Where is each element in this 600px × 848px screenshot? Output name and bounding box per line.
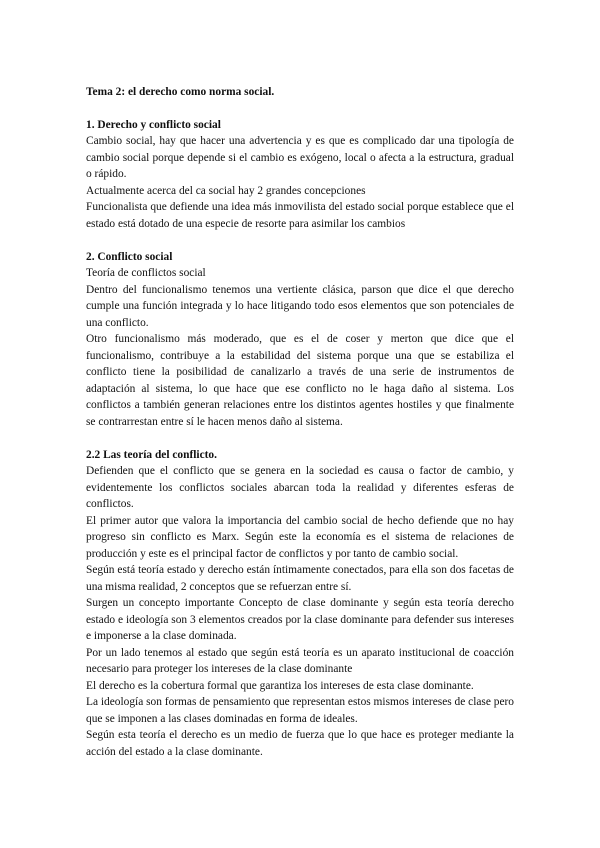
paragraph: Surgen un concepto importante Concepto de clase dominante y según esta teoría derecho estado e ideología son 3 elementos creados por la clase dominante para defender sus intereses e imponerse a la clase dominada. bbox=[86, 597, 514, 642]
paragraph: Defienden que el conflicto que se genera en la sociedad es causa o factor de cambio, y evidentemente los conflictos sociales abarcan toda la realidad y diferentes esferas de conflictos. bbox=[86, 465, 514, 510]
paragraph: Por un lado tenemos al estado que según está teoría es un aparato institucional de coacción necesario para proteger los intereses de la clase dominante bbox=[86, 646, 514, 675]
section-heading: 2. Conflicto social bbox=[86, 250, 173, 263]
section-heading: 1. Derecho y conflicto social bbox=[86, 118, 221, 131]
paragraph: Dentro del funcionalismo tenemos una vertiente clásica, parson que dice el que derecho cumple una función integrada y lo hace litigando todo esos elementos que son potenciales de una conflicto. bbox=[86, 283, 514, 329]
document-title: Tema 2: el derecho como norma social. bbox=[86, 86, 275, 98]
paragraph: Cambio social, hay que hacer una advertencia y es que es complicado dar una tipología de cambio social porque depende si el cambio es exógeno, local o afecta a la estructura, gradual o rápido. bbox=[86, 135, 514, 180]
paragraph: Teoría de conflictos social bbox=[86, 267, 206, 279]
paragraph: La ideología son formas de pensamiento que representan estos mismos intereses de clase pero que se imponen a las clases dominadas en forma de ideales. bbox=[86, 696, 514, 725]
section-teoria-del-conflicto bbox=[86, 447, 514, 761]
paragraph: Según está teoría estado y derecho están íntimamente conectados, para ella son dos facetas de una misma realidad, 2 conceptos que se refuerzan entre sí. bbox=[86, 564, 514, 593]
paragraph: Actualmente acerca del ca social hay 2 grandes concepciones bbox=[86, 184, 366, 197]
paragraph: El derecho es la cobertura formal que garantiza los intereses de esta clase dominante. bbox=[86, 679, 474, 692]
paragraph: El primer autor que valora la importancia del cambio social de hecho defiende que no hay progreso sin conflicto es Marx. Según este la economía es el sistema de relaciones de producción y este es el principal factor de conflictos y por tanto de cambio social. bbox=[86, 514, 514, 560]
section-conflicto-social bbox=[86, 249, 514, 431]
paragraph: Funcionalista que defiende una idea más inmovilista del estado social porque establece que el estado está dotado de una especie de resorte para asimilar los cambios bbox=[86, 201, 514, 230]
paragraph: Otro funcionalismo más moderado, que es el de coser y merton que dice que el funcionalismo, contribuye a la estabilidad del sistema porque una que se estabiliza el conflicto tiene la posibilidad de canalizarlo a través de una serie de instrumentos de adaptación al sistema, lo que hace que ese conflicto no le haga daño al sistema. Los conflictos a también generan relaciones entre los distintos agentes hostiles y que finalmente se contrarrestan entre sí le hacen menos daño al sistema. bbox=[86, 333, 514, 428]
section-heading: 2.2 Las teoría del conflicto. bbox=[86, 448, 217, 461]
section-derecho-conflicto-social bbox=[86, 117, 514, 233]
document-body bbox=[86, 84, 514, 777]
paragraph: Según esta teoría el derecho es un medio de fuerza que lo que hace es proteger mediante la acción del estado a la clase dominante. bbox=[86, 729, 514, 758]
